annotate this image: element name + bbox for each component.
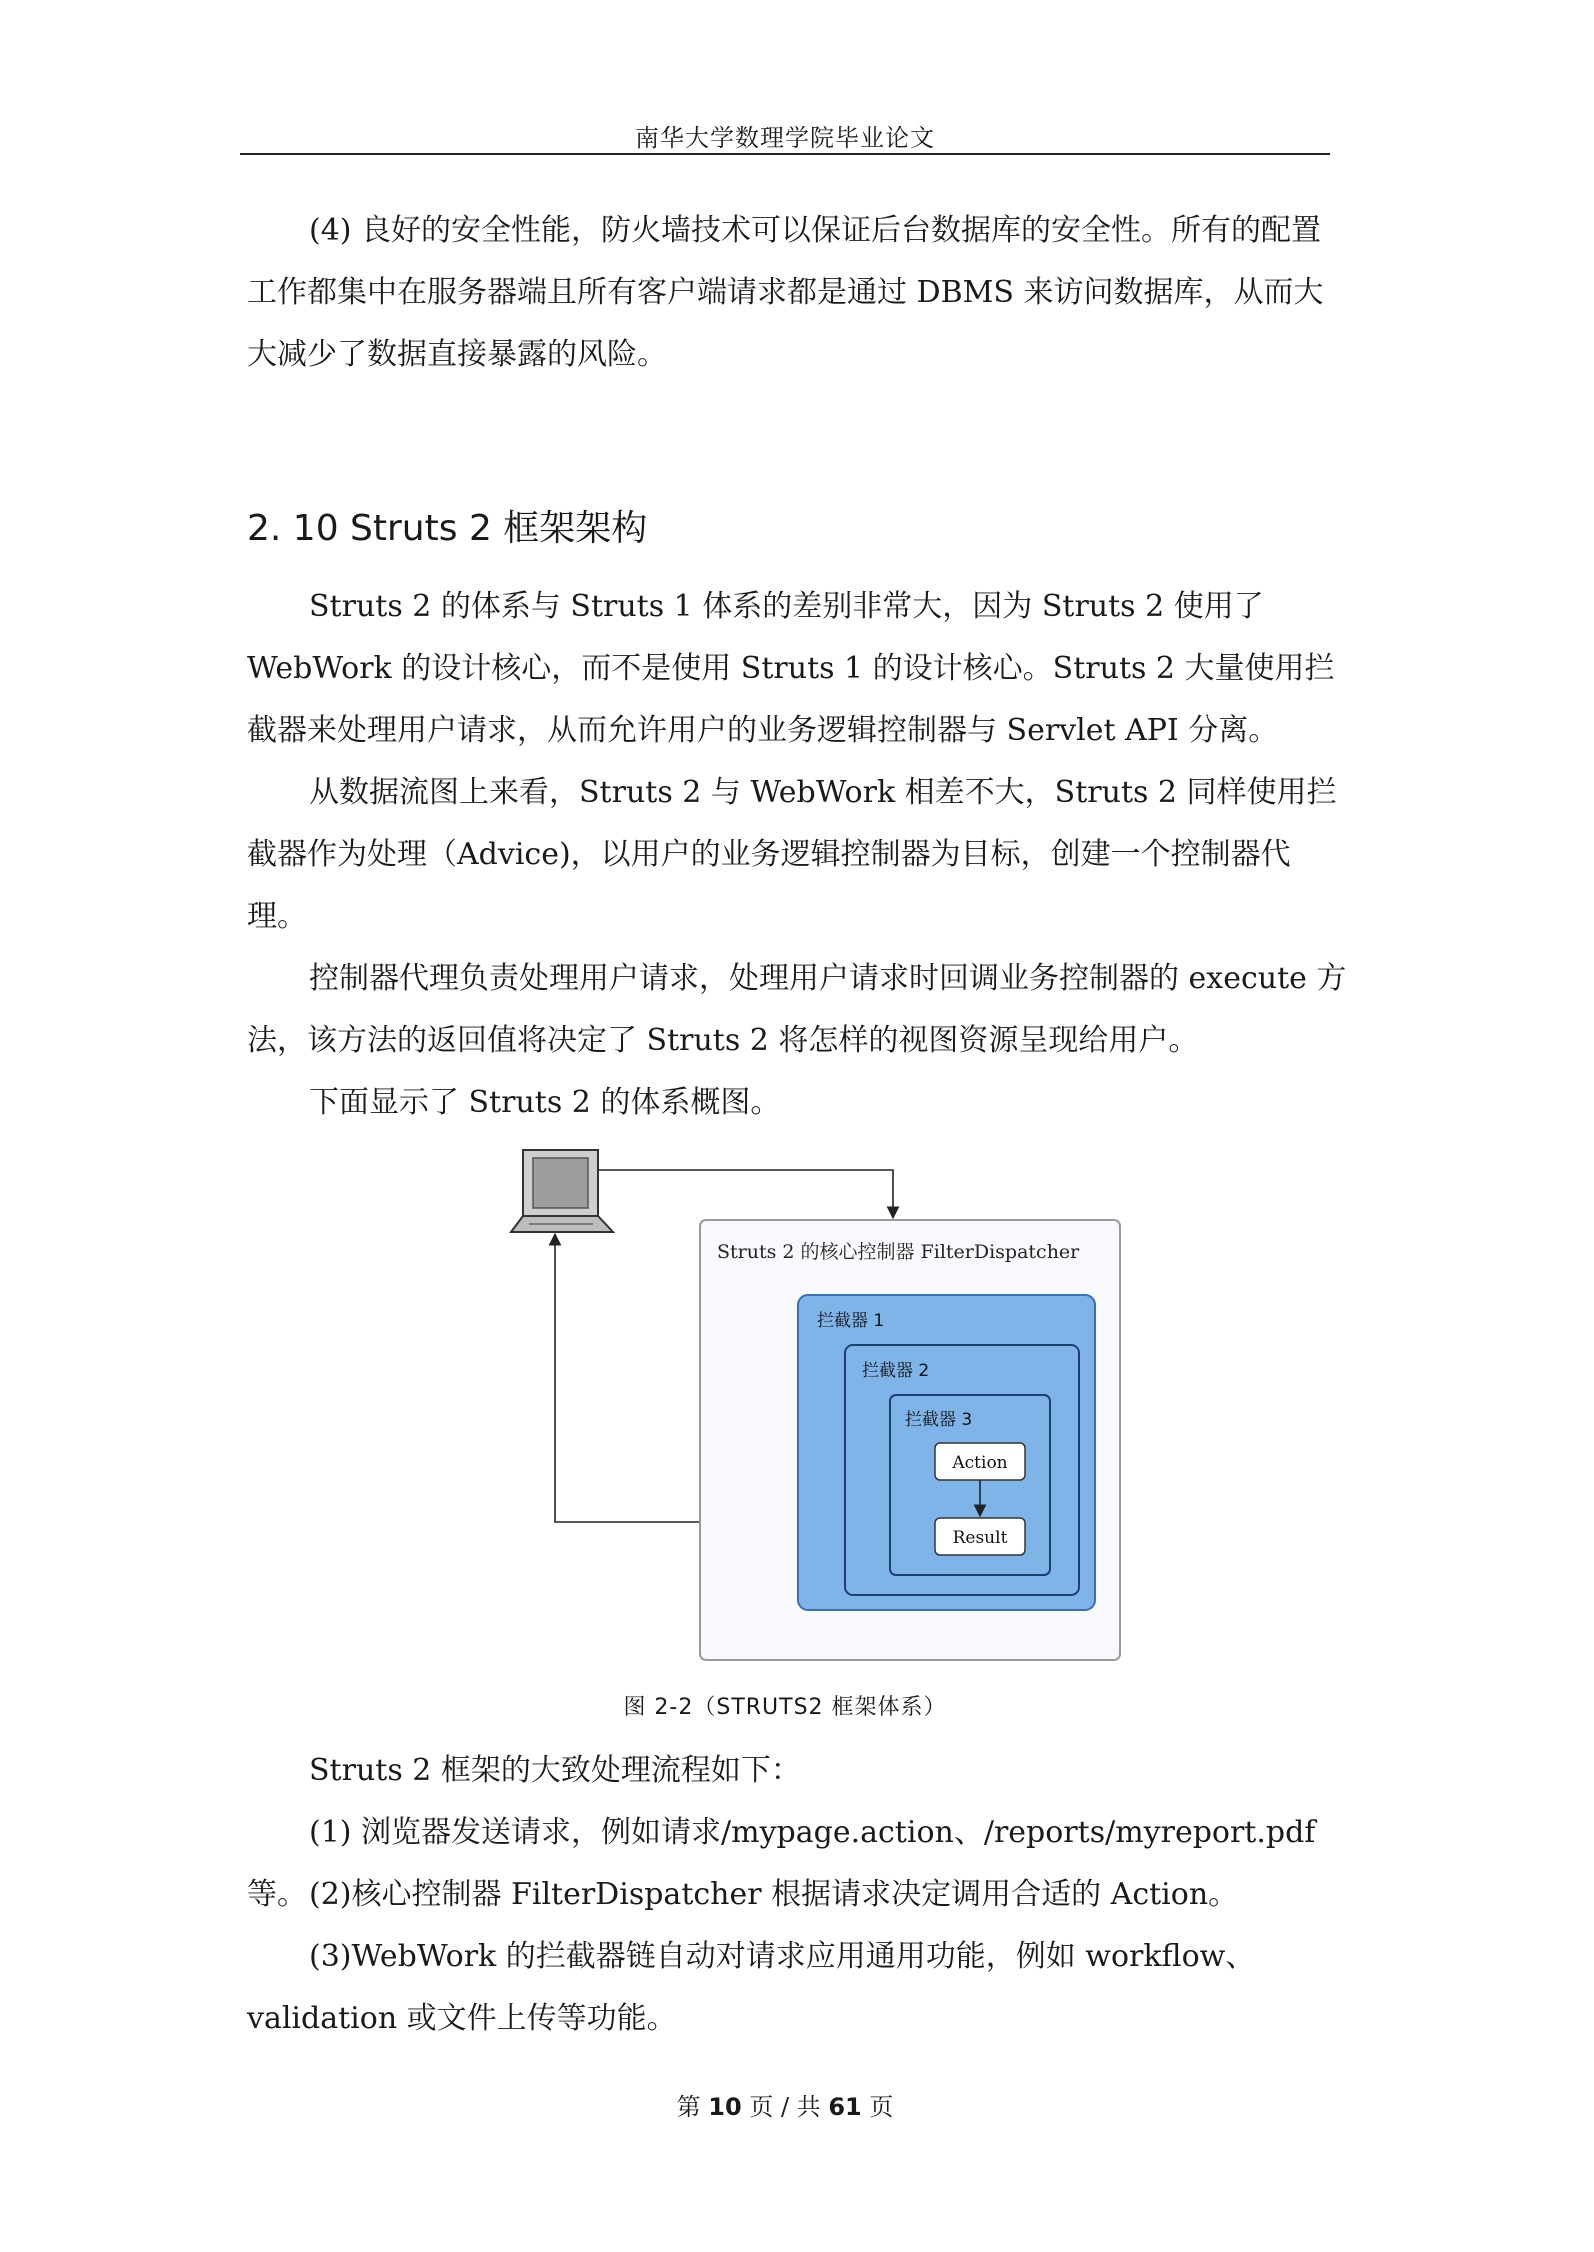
paragraph-security: (4) 良好的安全性能，防火墙技术可以保证后台数据库的安全性。所有的配置工作都集中在服务器端且所有客户端请求都是通过 DBMS 来访问数据库，从而大大减少了数据直接暴露的风险。 bbox=[247, 213, 1324, 372]
core-controller-label: Struts 2 的核心控制器 FilterDispatcher bbox=[717, 1241, 1080, 1263]
paragraph-step-2: (2)核心控制器 FilterDispatcher 根据请求决定调用合适的 Action。 bbox=[309, 1877, 1239, 1912]
paragraph-controller-proxy: 控制器代理负责处理用户请求，处理用户请求时回调业务控制器的 execute 方法，该方法的返回值将决定了 Struts 2 将怎样的视图资源呈现给用户。 bbox=[247, 961, 1347, 1058]
request-arrow bbox=[598, 1170, 893, 1218]
paragraph-dataflow: 从数据流图上来看，Struts 2 与 WebWork 相差不大，Struts 2 同样使用拦截器作为处理（Advice)，以用户的业务逻辑控制器为目标，创建一个控制器代理。 bbox=[247, 775, 1337, 934]
figure-caption: 图 2-2（STRUTS2 框架体系） bbox=[623, 1695, 947, 1720]
header-rule bbox=[240, 153, 1330, 155]
action-label: Action bbox=[952, 1453, 1008, 1473]
page-footer bbox=[240, 2087, 1330, 2122]
current-page-number: 10 bbox=[708, 2093, 742, 2121]
interceptor-2-label: 拦截器 2 bbox=[862, 1361, 930, 1381]
response-arrow bbox=[555, 1234, 700, 1522]
struts2-architecture-figure bbox=[495, 1140, 1135, 1670]
architecture-diagram bbox=[495, 1140, 1135, 1670]
paragraph-figure-intro: 下面显示了 Struts 2 的体系概图。 bbox=[309, 1085, 781, 1120]
footer-mid: 页 / 共 bbox=[749, 2093, 821, 2121]
paragraph-struts-architecture: Struts 2 的体系与 Struts 1 体系的差别非常大，因为 Struts 2 使用了 WebWork 的设计核心，而不是使用 Struts 1 的设计核心。Struts 2 大量使用拦截器来处理用户请求，从而允许用户的业务逻辑控制器与 Servlet API 分离。 bbox=[247, 589, 1335, 748]
paragraph-process-intro: Struts 2 框架的大致处理流程如下： bbox=[309, 1753, 801, 1788]
interceptor-3-label: 拦截器 3 bbox=[905, 1410, 973, 1430]
interceptor-1-label: 拦截器 1 bbox=[817, 1311, 885, 1331]
result-label: Result bbox=[952, 1528, 1008, 1548]
running-header: 南华大学数理学院毕业论文 bbox=[635, 124, 935, 152]
section-title: 2. 10 Struts 2 框架架构 bbox=[247, 508, 648, 549]
total-page-number: 61 bbox=[828, 2093, 862, 2121]
computer-icon bbox=[511, 1150, 613, 1232]
footer-prefix: 第 bbox=[676, 2093, 701, 2121]
footer-suffix: 页 bbox=[869, 2093, 894, 2121]
paragraph-step-1: (1) 浏览器发送请求，例如请求/mypage.action、/reports/myreport.pdf 等。 bbox=[247, 1815, 1316, 1912]
paragraph-step-3: (3)WebWork 的拦截器链自动对请求应用通用功能，例如 workflow、validation 或文件上传等功能。 bbox=[247, 1939, 1256, 2036]
